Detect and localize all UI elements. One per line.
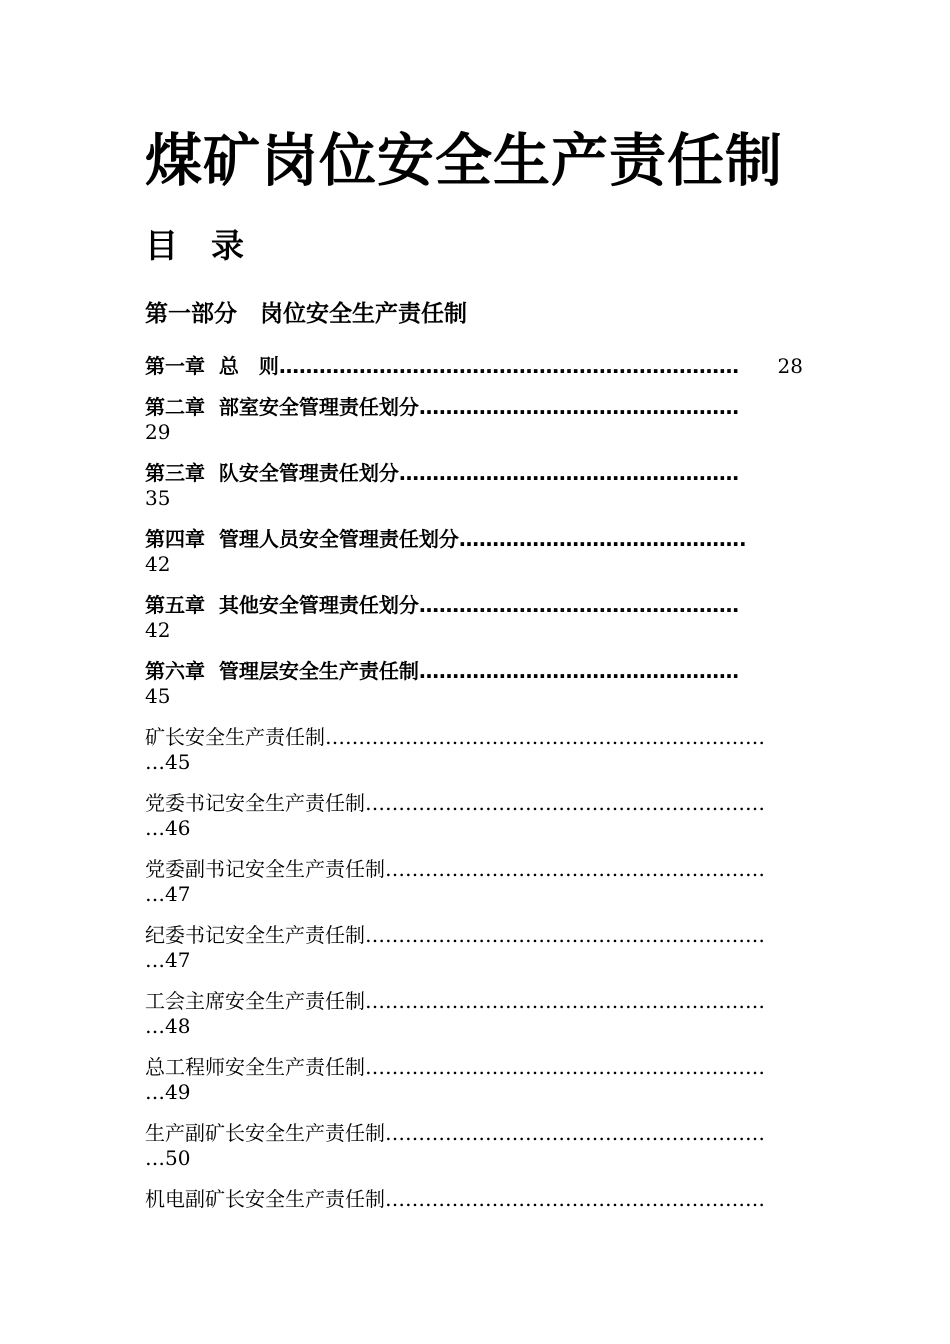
- toc-entry-chapter-1[interactable]: [145, 354, 803, 379]
- toc-entry-leader: ……………………………………………………: [365, 1055, 765, 1079]
- toc-entry-electromechanical-deputy-director[interactable]: [145, 1187, 793, 1212]
- toc-entry-page: 28: [777, 354, 803, 378]
- toc-entry-leader: …………………………………………: [418, 593, 739, 617]
- toc-heading: 目 录: [145, 226, 244, 265]
- toc-entry-page: 50: [165, 1146, 191, 1170]
- toc-entry-mine-director[interactable]: 矿长安全生产责任制………………………………………………………… …45: [145, 725, 765, 774]
- toc-entry-page: 46: [165, 816, 191, 840]
- toc-entry-leader: …………………………………………: [418, 659, 739, 683]
- toc-entry-label: 总工程师安全生产责任制: [145, 1055, 365, 1079]
- toc-entry-chapter-4[interactable]: [145, 527, 803, 577]
- toc-entry-label: 第四章 管理人员安全管理责任划分: [145, 527, 459, 551]
- toc-entry-chief-engineer[interactable]: 总工程师安全生产责任制…………………………………………………… …49: [145, 1055, 765, 1104]
- document-title: 煤矿岗位安全生产责任制: [145, 128, 783, 194]
- toc-entry-page: 49: [165, 1080, 191, 1104]
- toc-entry-chapter-3[interactable]: [145, 461, 803, 511]
- toc-entry-chapter-6[interactable]: [145, 659, 803, 709]
- toc-entry-page: 47: [165, 948, 191, 972]
- toc-entry-label: 生产副矿长安全生产责任制: [145, 1121, 385, 1145]
- toc-entry-label: 矿长安全生产责任制: [145, 725, 325, 749]
- toc-entry-label: 第五章 其他安全管理责任划分: [145, 593, 419, 617]
- toc-entry-leader: …………………………………………: [418, 395, 739, 419]
- toc-entry-label: 第六章 管理层安全生产责任制: [145, 659, 419, 683]
- toc-entry-leader: ……………………………………………………: [365, 923, 765, 947]
- table-of-contents: [145, 354, 803, 1228]
- toc-entry-leader: …………………………………………………: [385, 1187, 765, 1211]
- toc-entry-page: 48: [165, 1014, 191, 1038]
- toc-entry-label: 纪委书记安全生产责任制: [145, 923, 365, 947]
- toc-entry-leader: …………………………………………………: [385, 857, 765, 881]
- toc-entry-page: 35: [145, 486, 171, 510]
- toc-entry-leader: …………………………………………………………: [325, 725, 765, 749]
- toc-entry-leader: …………………………………….: [458, 527, 747, 551]
- toc-entry-label: 第二章 部室安全管理责任划分: [145, 395, 419, 419]
- toc-entry-production-deputy-director[interactable]: 生产副矿长安全生产责任制………………………………………………… …50: [145, 1121, 765, 1170]
- toc-entry-label: 第一章 总 则: [145, 354, 279, 378]
- toc-entry-page: 42: [145, 618, 171, 642]
- toc-entry-leader: ……………………………………………………: [365, 791, 765, 815]
- toc-entry-leader: …………………………………………………: [385, 1121, 765, 1145]
- toc-entry-label: 党委副书记安全生产责任制: [145, 857, 385, 881]
- toc-entry-leader: ……………………………………………………: [365, 989, 765, 1013]
- toc-entry-text: [145, 354, 739, 379]
- toc-entry-page: 45: [145, 684, 171, 708]
- toc-entry-label: 工会主席安全生产责任制: [145, 989, 365, 1013]
- toc-entry-label: 党委书记安全生产责任制: [145, 791, 365, 815]
- toc-entry-leader: ……………………………………………: [398, 461, 739, 485]
- toc-entry-leader: ……………………………………………………………: [278, 354, 739, 378]
- toc-entry-page: 29: [145, 420, 171, 444]
- toc-entry-page: 42: [145, 552, 171, 576]
- toc-entry-label: 机电副矿长安全生产责任制: [145, 1187, 385, 1211]
- toc-entry-deputy-party-secretary[interactable]: 党委副书记安全生产责任制………………………………………………… …47: [145, 857, 765, 906]
- toc-entry-chapter-2[interactable]: [145, 395, 803, 445]
- toc-entry-party-secretary[interactable]: 党委书记安全生产责任制…………………………………………………… …46: [145, 791, 765, 840]
- toc-entry-discipline-secretary[interactable]: 纪委书记安全生产责任制…………………………………………………… …47: [145, 923, 765, 972]
- toc-entry-page: 45: [165, 750, 191, 774]
- toc-entry-label: 第三章 队安全管理责任划分: [145, 461, 399, 485]
- toc-entry-page: 47: [165, 882, 191, 906]
- toc-entry-chapter-5[interactable]: [145, 593, 803, 643]
- part-heading: 第一部分 岗位安全生产责任制: [145, 301, 467, 327]
- toc-entry-union-chairman[interactable]: 工会主席安全生产责任制…………………………………………………… …48: [145, 989, 765, 1038]
